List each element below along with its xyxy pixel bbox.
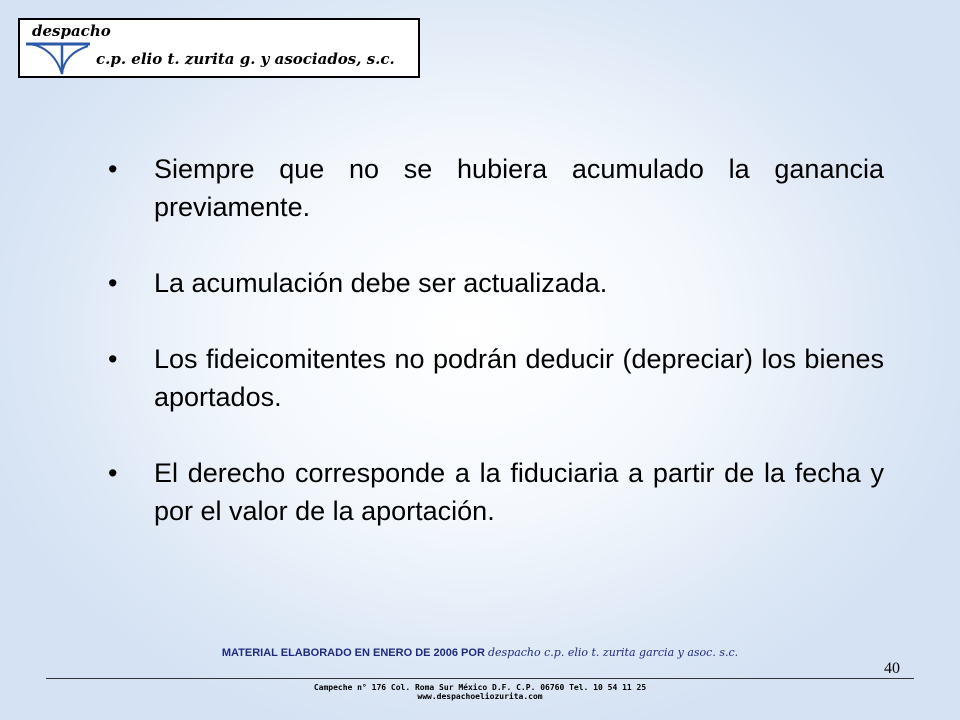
bullet-marker: •: [108, 344, 118, 374]
bullet-marker: •: [108, 458, 118, 488]
footer-credit: [0, 646, 960, 659]
bullet-item: [104, 340, 884, 416]
credit-prefix: MATERIAL ELABORADO EN ENERO DE 2006 POR: [221, 647, 485, 659]
bullet-item: [104, 150, 884, 226]
bullet-item: [104, 264, 884, 302]
footer-website: www.despachoeliozurita.com: [417, 692, 543, 701]
bullet-marker: •: [108, 154, 118, 184]
bullet-text: Los fideicomitentes no podrán deducir (depreciar) los bienes aportados.: [154, 344, 884, 412]
page-number: 40: [884, 660, 900, 677]
logo-word: despacho: [32, 22, 111, 40]
footer-divider: [46, 678, 914, 679]
logo-firm-name: c.p. elio t. zurita g. y asociados, s.c.: [96, 50, 395, 68]
firm-logo: [18, 18, 420, 78]
bullet-text: La acumulación debe ser actualizada.: [154, 268, 608, 298]
bullet-item: [104, 454, 884, 530]
footer-address: Campeche n° 176 Col. Roma Sur México D.F. C.P. 06760 Tel. 10 54 11 25: [313, 683, 647, 692]
credit-firm: despacho c.p. elio t. zurita garcia y asoc. s.c.: [487, 646, 739, 659]
bullet-list: [104, 150, 884, 530]
bullet-marker: •: [108, 268, 118, 298]
bullet-text: Siempre que no se hubiera acumulado la ganancia previamente.: [154, 154, 884, 222]
bullet-text: El derecho corresponde a la fiduciaria a partir de la fecha y por el valor de la aportación.: [154, 458, 884, 526]
